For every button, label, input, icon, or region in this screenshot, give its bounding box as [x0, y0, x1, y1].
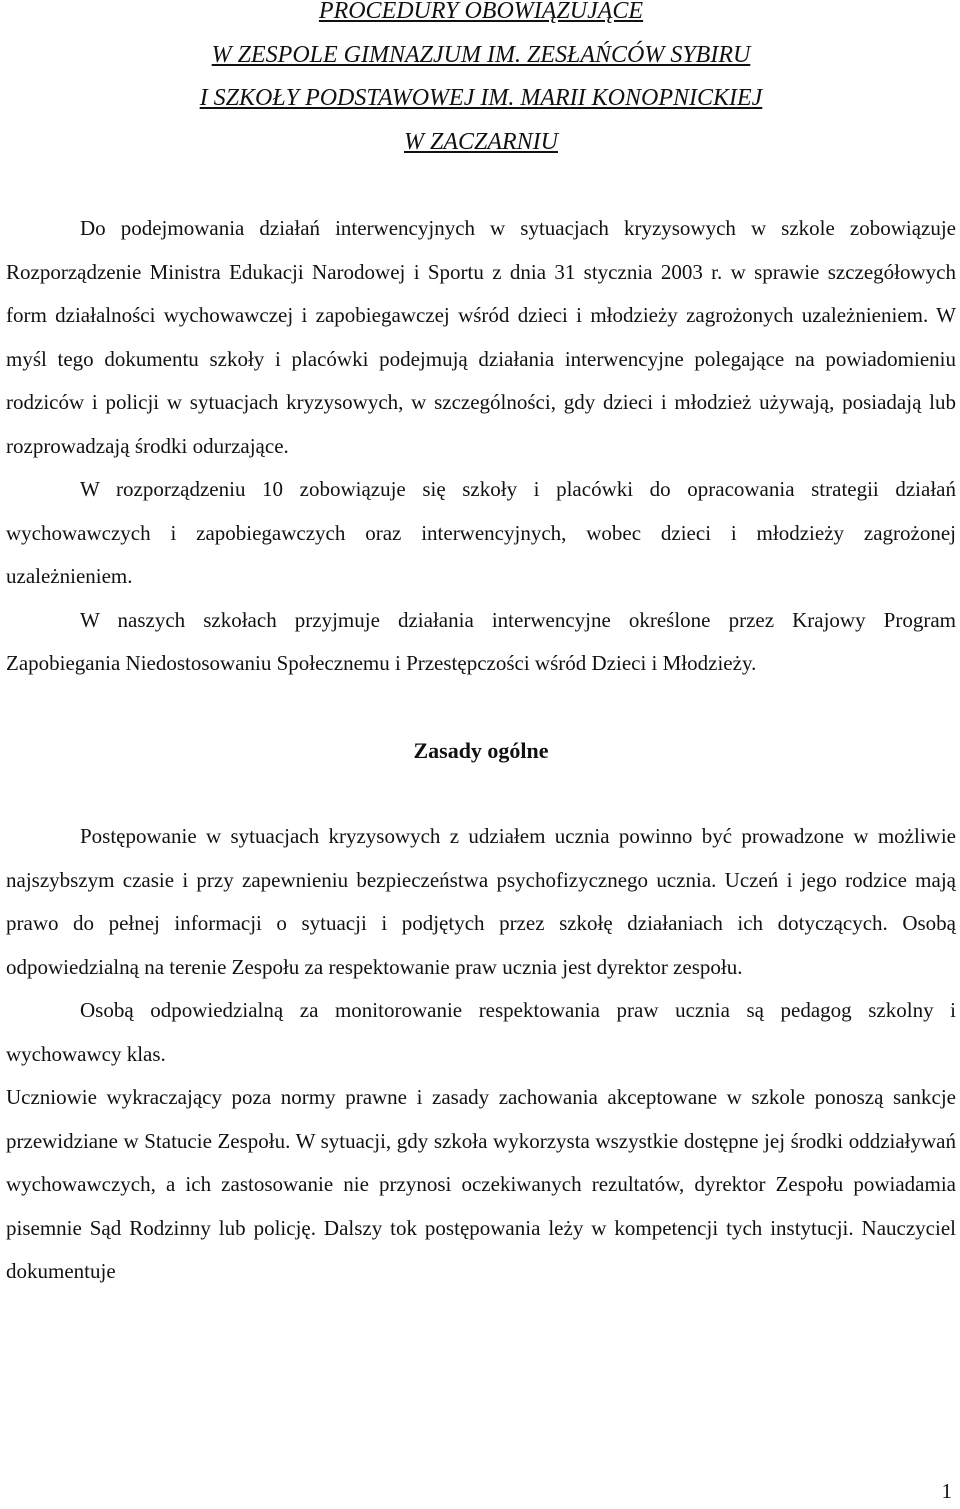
intro-paragraph-1: Do podejmowania działań interwencyjnych w sytuacjach kryzysowych w szkole zobowiązuje Rozporządzenie Ministra Edukacji Narodowej i Sportu z dnia 31 stycznia 2003 r. w sprawie szczegółowych form działalności wychowawczej i zapobiegawczej wśród dzieci i młodzieży zagrożonych uzależnieniem. W myśl tego dokumentu szkoły i placówki podejmują działania interwencyjne polegające na powiadomieniu rodziców i policji w sytuacjach kryzysowych, w szczególności, gdy dzieci i młodzież używają, posiadają lub rozprowadzają środki odurzające. [6, 216, 956, 458]
section-paragraph-3: Uczniowie wykraczający poza normy prawne i zasady zachowania akceptowane w szkole ponoszą sankcje przewidziane w Statucie Zespołu. W sytuacji, gdy szkoła wykorzysta wszystkie dostępne jej środki oddziaływań wychowawczych, a ich zastosowanie nie przynosi oczekiwanych rezultatów, dyrektor Zespołu powiadamia pisemnie Sąd Rodzinny lub policję. Dalszy tok postępowania leży w kompetencji tych instytucji. Nauczyciel dokumentuje [6, 1085, 956, 1283]
section-paragraph-1: Postępowanie w sytuacjach kryzysowych z udziałem ucznia powinno być prowadzone w możliwie najszybszym czasie i przy zapewnieniu bezpieczeństwa psychofizycznego ucznia. Uczeń i jego rodzice mają prawo do pełnej informacji o sytuacji i podjętych przez szkołę działaniach ich dotyczących. Osobą odpowiedzialną na terenie Zespołu za respektowanie praw ucznia jest dyrektor zespołu. [6, 824, 956, 979]
document-title [6, 0, 956, 164]
page-number: 1 [941, 1479, 952, 1503]
document-body [6, 207, 956, 1294]
intro-paragraph-2: W rozporządzeniu 10 zobowiązuje się szkoły i placówki do opracowania strategii działań wychowawczych i zapobiegawczych oraz interwencyjnych, wobec dzieci i młodzieży zagrożonej uzależnieniem. [6, 477, 956, 588]
title-line-3: I SZKOŁY PODSTAWOWEJ IM. MARII KONOPNICKIEJ [199, 85, 763, 111]
spacer [6, 164, 956, 207]
section-paragraph-2: Osobą odpowiedzialną za monitorowanie respektowania praw ucznia są pedagog szkolny i wychowawcy klas. [6, 998, 956, 1066]
spacer [6, 772, 956, 815]
intro-paragraph-3: W naszych szkołach przyjmuje działania interwencyjne określone przez Krajowy Program Zapobiegania Niedostosowaniu Społecznemu i Przestępczości wśród Dzieci i Młodzieży. [6, 607, 956, 675]
title-line-1: PROCEDURY OBOWIĄZUJĄCE [318, 0, 644, 24]
spacer [6, 686, 956, 729]
section-heading: Zasady ogólne [413, 737, 549, 763]
title-line-2: W ZESPOLE GIMNAZJUM IM. ZESŁAŃCÓW SYBIRU [211, 41, 751, 68]
title-line-4: W ZACZARNIU [403, 128, 558, 155]
